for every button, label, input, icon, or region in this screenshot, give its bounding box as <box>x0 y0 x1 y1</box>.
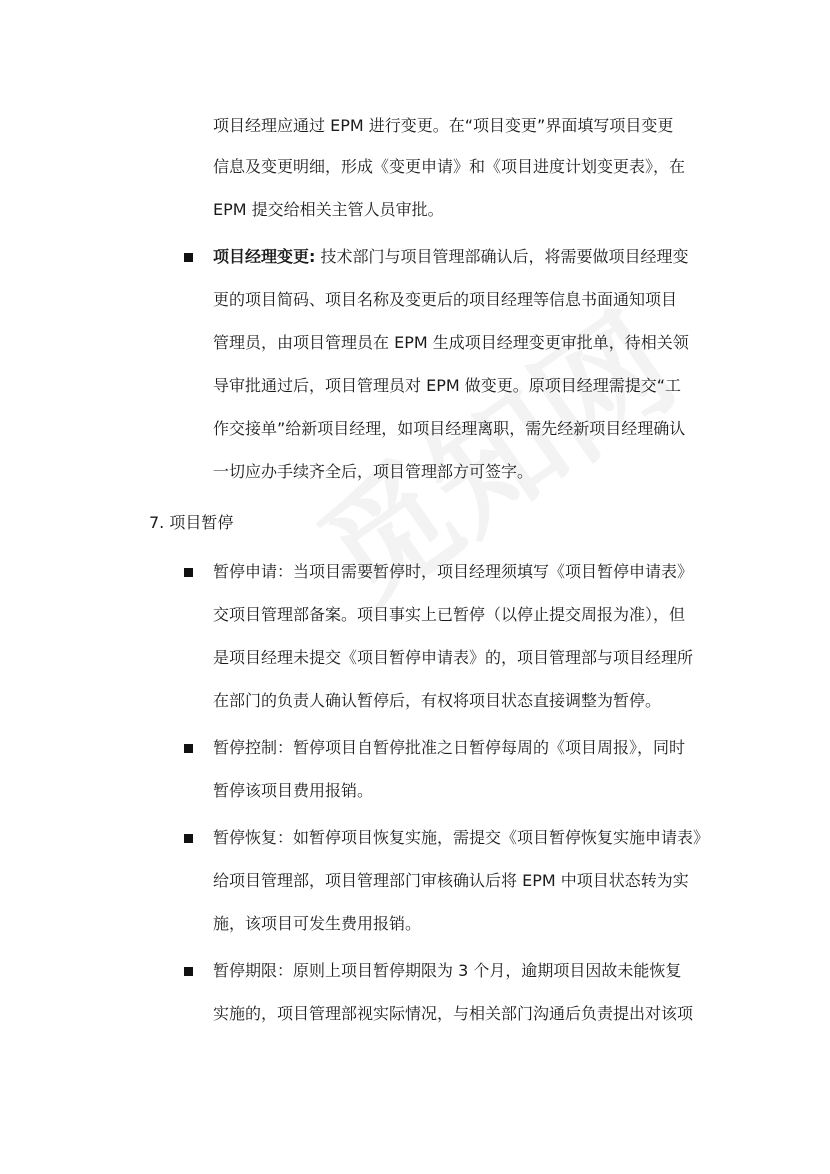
bullet-line: 暂停该项目费用报销。 <box>213 781 374 800</box>
bullet-line: 暂停控制：暂停项目自暂停批准之日暂停每周的《项目周报》，同时 <box>213 738 686 757</box>
bullet-line: 作交接单”给新项目经理，如项目经理离职，需先经新项目经理确认 <box>213 419 686 438</box>
bullet-line: 实施的，项目管理部视实际情况，与相关部门沟通后负责提出对该项 <box>213 1004 694 1023</box>
bullet-line: 一切应办手续齐全后，项目管理部方可签字。 <box>213 462 534 481</box>
bullet-line: 暂停期限：原则上项目暂停期限为 3 个月，逾期项目因故未能恢复 <box>213 961 682 980</box>
bullet-first-line <box>213 245 689 269</box>
section-heading: 7. 项目暂停 <box>149 513 234 532</box>
bullet-line: 导审批通过后，项目管理员对 EPM 做变更。原项目经理需提交“工 <box>213 376 682 395</box>
bullet-line: 管理员，由项目管理员在 EPM 生成项目经理变更审批单，待相关领 <box>213 333 689 352</box>
bullet-marker <box>184 834 193 843</box>
bullet-line: 暂停申请：当项目需要暂停时，项目经理须填写《项目暂停申请表》 <box>213 562 694 581</box>
bullet-marker <box>184 967 193 976</box>
bullet-line: 在部门的负责人确认暂停后，有权将项目状态直接调整为暂停。 <box>213 691 662 710</box>
bullet-marker <box>184 253 193 262</box>
bullet-line: 是项目经理未提交《项目暂停申请表》的，项目管理部与项目经理所 <box>213 648 694 667</box>
bullet-line: 更的项目简码、项目名称及变更后的项目经理等信息书面通知项目 <box>213 290 678 309</box>
bullet-text: 技术部门与项目管理部确认后，将需要做项目经理变 <box>315 247 689 266</box>
bullet-marker <box>184 568 193 577</box>
bullet-label: 项目经理变更: <box>213 247 316 266</box>
bullet-marker <box>184 744 193 753</box>
bullet-line: 给项目管理部，项目管理部门审核确认后将 EPM 中项目状态转为实 <box>213 871 689 890</box>
paragraph-line: 信息及变更明细，形成《变更申请》和《项目进度计划变更表》，在 <box>213 157 686 176</box>
bullet-line: 交项目管理部备案。项目事实上已暂停（以停止提交周报为准），但 <box>213 605 686 624</box>
paragraph-line: EPM 提交给相关主管人员审批。 <box>213 200 444 219</box>
paragraph-line: 项目经理应通过 EPM 进行变更。在“项目变更”界面填写项目变更 <box>213 116 674 135</box>
bullet-line: 暂停恢复：如暂停项目恢复实施，需提交《项目暂停恢复实施申请表》 <box>213 828 710 847</box>
bullet-line: 施，该项目可发生费用报销。 <box>213 914 422 933</box>
